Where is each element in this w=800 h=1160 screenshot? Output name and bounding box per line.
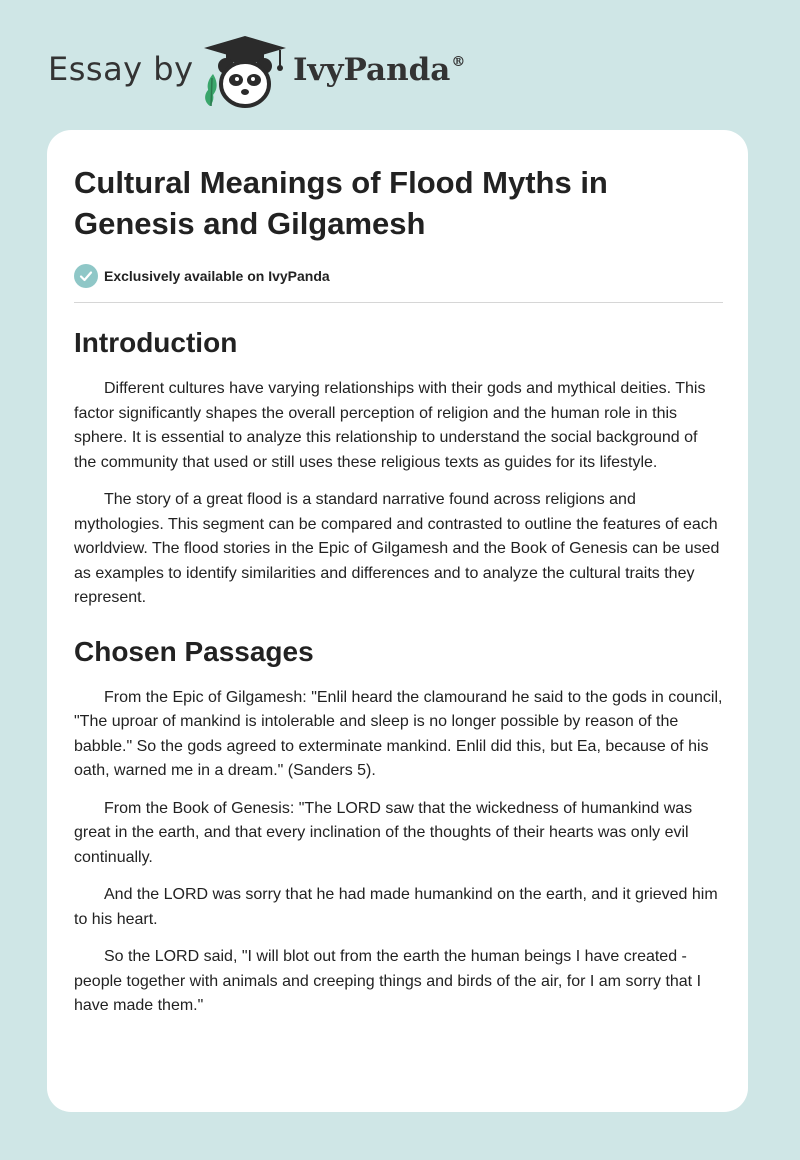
page-title: Cultural Meanings of Flood Myths in Genesis and Gilgamesh	[74, 165, 608, 241]
essay-card	[47, 130, 748, 1112]
paragraph: And the LORD was sorry that he had made humankind on the earth, and it grieved him to his heart.	[74, 886, 718, 928]
section-chosen-passages	[74, 632, 723, 1019]
section-heading: Chosen Passages	[74, 635, 314, 667]
brand-name[interactable]	[293, 52, 465, 88]
divider	[74, 302, 723, 303]
panda-logo-icon[interactable]	[200, 32, 290, 110]
check-icon	[74, 264, 98, 288]
section-introduction	[74, 323, 723, 611]
essay-body	[74, 323, 723, 1032]
badge-label: Exclusively available on IvyPanda	[104, 268, 330, 284]
essay-by-label: Essay by	[48, 50, 194, 88]
paragraph: From the Book of Genesis: "The LORD saw that the wickedness of humankind was great in the earth, and that every inclination of the thoughts of their hearts was only evil continually.	[74, 799, 693, 866]
brand-name-text: IvyPanda	[293, 52, 451, 88]
paragraph: Different cultures have varying relationships with their gods and mythical deities. This factor significantly shapes the overall perception of religion and the human role in this sphere. It is essential to analyze this relationship to understand the social background of the community that used or still uses these religious texts as guides for its lifestyle.	[74, 380, 706, 471]
paragraph: So the LORD said, "I will blot out from the earth the human beings I have created - people together with animals and creeping things and birds of the air, for I am sorry that I have made them."	[74, 948, 702, 1014]
leaf-icon	[205, 74, 217, 106]
paragraph: The story of a great flood is a standard narrative found across religions and mythologies. This segment can be compared and contrasted to outline the features of each worldview. The flood stories in the Epic of Gilgamesh and the Book of Genesis can be used as examples to identify similarities and differences and to analyze the cultural traits they represent.	[74, 491, 720, 606]
section-heading: Introduction	[74, 327, 238, 358]
registered-mark: ®	[451, 54, 466, 70]
exclusive-badge	[74, 263, 330, 289]
site-header	[0, 0, 800, 120]
paragraph: From the Epic of Gilgamesh: "Enlil heard the clamourand he said to the gods in council, "The uproar of mankind is intolerable and sleep is no longer possible by reason of the babble." So the gods agreed to exterminate mankind. Enlil did this, but Ea, because of his oath, warned me in a dream." (Sanders 5).	[74, 688, 723, 779]
